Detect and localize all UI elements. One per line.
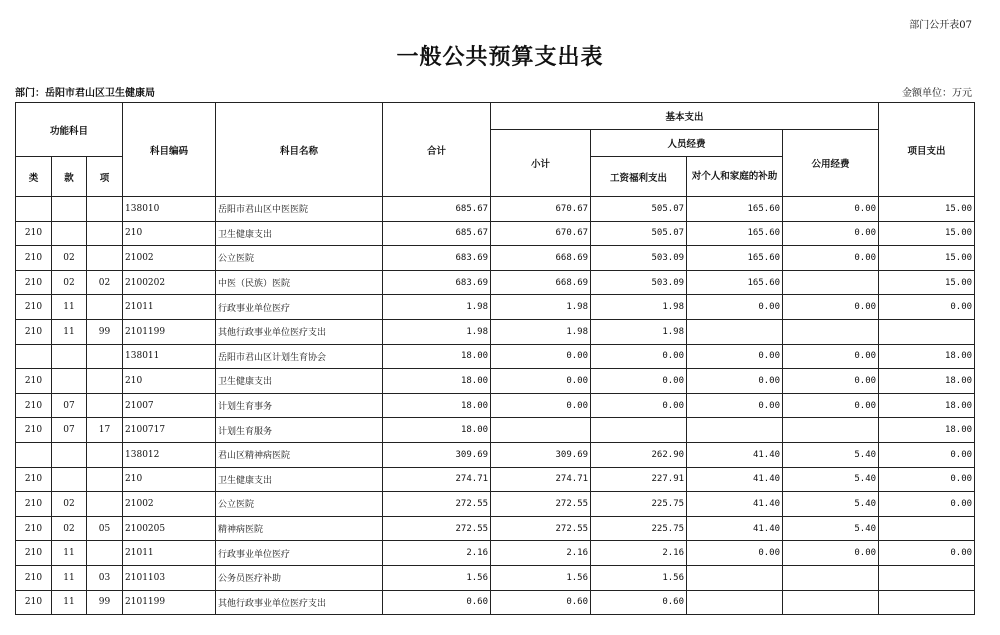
- individual-subsidy-cell: 41.40: [687, 442, 783, 467]
- project-expenditure-cell: 15.00: [879, 246, 975, 271]
- salary-cell: 1.56: [591, 565, 687, 590]
- individual-subsidy-cell: 165.60: [687, 270, 783, 295]
- subject-name-cell: 其他行政事业单位医疗支出: [216, 319, 383, 344]
- table-row: [16, 590, 975, 615]
- public-expense-cell: [783, 565, 879, 590]
- kuan-cell: 11: [52, 319, 87, 344]
- kuan-cell: 11: [52, 565, 87, 590]
- salary-cell: 225.75: [591, 516, 687, 541]
- table-row: [16, 344, 975, 369]
- xiang-cell: [87, 442, 123, 467]
- subject-code-cell: 2100205: [123, 516, 216, 541]
- kuan-cell: 02: [52, 492, 87, 517]
- subtotal-cell: 2.16: [491, 541, 591, 566]
- individual-subsidy-cell: [687, 319, 783, 344]
- project-expenditure-cell: 15.00: [879, 270, 975, 295]
- project-expenditure-cell: [879, 590, 975, 615]
- individual-subsidy-cell: 41.40: [687, 516, 783, 541]
- project-expenditure-cell: 0.00: [879, 442, 975, 467]
- lei-cell: 210: [16, 565, 52, 590]
- kuan-cell: 02: [52, 246, 87, 271]
- lei-cell: 210: [16, 270, 52, 295]
- xiang-cell: [87, 295, 123, 320]
- amount-unit-label: 金额单位：万元: [902, 88, 972, 99]
- public-expense-cell: 0.00: [783, 295, 879, 320]
- individual-subsidy-cell: 0.00: [687, 369, 783, 394]
- salary-cell: 503.09: [591, 270, 687, 295]
- individual-subsidy-cell: 41.40: [687, 492, 783, 517]
- subtotal-cell: 0.60: [491, 590, 591, 615]
- total-cell: 18.00: [383, 369, 491, 394]
- subtotal-cell: 272.55: [491, 516, 591, 541]
- kuan-cell: 07: [52, 418, 87, 443]
- subtotal-cell: 274.71: [491, 467, 591, 492]
- individual-subsidy-cell: [687, 590, 783, 615]
- subject-name-cell: 公务员医疗补助: [216, 565, 383, 590]
- individual-subsidy-cell: 41.40: [687, 467, 783, 492]
- lei-cell: 210: [16, 516, 52, 541]
- total-cell: 18.00: [383, 418, 491, 443]
- salary-cell: 505.07: [591, 197, 687, 222]
- xiang-cell: 03: [87, 565, 123, 590]
- table-body: [16, 197, 975, 615]
- kuan-cell: [52, 197, 87, 222]
- table-row: [16, 541, 975, 566]
- lei-cell: 210: [16, 492, 52, 517]
- subject-name-cell: 岳阳市君山区计划生育协会: [216, 344, 383, 369]
- table-row: [16, 197, 975, 222]
- xiang-cell: [87, 541, 123, 566]
- subject-name-cell: 计划生育事务: [216, 393, 383, 418]
- subject-code-cell: 210: [123, 467, 216, 492]
- project-expenditure-header: 项目支出: [879, 103, 975, 197]
- subject-name-cell: 行政事业单位医疗: [216, 541, 383, 566]
- individual-subsidy-cell: [687, 418, 783, 443]
- form-number: 部门公开表07: [909, 20, 972, 31]
- budget-expenditure-table: [15, 102, 975, 615]
- subtotal-cell: 668.69: [491, 270, 591, 295]
- project-expenditure-cell: [879, 565, 975, 590]
- subject-name-cell: 公立医院: [216, 246, 383, 271]
- subject-code-cell: 2100717: [123, 418, 216, 443]
- xiang-cell: [87, 221, 123, 246]
- salary-cell: 1.98: [591, 319, 687, 344]
- kuan-cell: [52, 442, 87, 467]
- subtotal-cell: 0.00: [491, 393, 591, 418]
- individual-subsidy-cell: 165.60: [687, 197, 783, 222]
- subtotal-cell: 668.69: [491, 246, 591, 271]
- table-row: [16, 393, 975, 418]
- salary-header: 工资福利支出: [591, 157, 687, 197]
- code-header: 科目编码: [123, 103, 216, 197]
- lei-header: 类: [16, 157, 52, 197]
- salary-cell: 0.00: [591, 393, 687, 418]
- public-expense-cell: 5.40: [783, 442, 879, 467]
- xiang-cell: [87, 467, 123, 492]
- project-expenditure-cell: 18.00: [879, 369, 975, 394]
- salary-cell: 503.09: [591, 246, 687, 271]
- subject-code-cell: 2101103: [123, 565, 216, 590]
- total-cell: 685.67: [383, 221, 491, 246]
- subject-name-cell: 卫生健康支出: [216, 221, 383, 246]
- total-cell: 309.69: [383, 442, 491, 467]
- lei-cell: 210: [16, 590, 52, 615]
- subtotal-cell: 1.98: [491, 319, 591, 344]
- subject-name-cell: 中医（民族）医院: [216, 270, 383, 295]
- table-row: [16, 270, 975, 295]
- subject-code-cell: 2101199: [123, 590, 216, 615]
- kuan-header: 款: [52, 157, 87, 197]
- total-cell: 18.00: [383, 344, 491, 369]
- subtotal-cell: 670.67: [491, 221, 591, 246]
- public-expense-cell: 5.40: [783, 492, 879, 517]
- lei-cell: 210: [16, 319, 52, 344]
- total-cell: 683.69: [383, 246, 491, 271]
- subject-name-cell: 岳阳市君山区中医医院: [216, 197, 383, 222]
- lei-cell: 210: [16, 295, 52, 320]
- xiang-cell: [87, 246, 123, 271]
- public-expense-cell: 0.00: [783, 221, 879, 246]
- salary-cell: 2.16: [591, 541, 687, 566]
- kuan-cell: 11: [52, 590, 87, 615]
- total-cell: 272.55: [383, 516, 491, 541]
- total-cell: 2.16: [383, 541, 491, 566]
- xiang-cell: 05: [87, 516, 123, 541]
- total-cell: 272.55: [383, 492, 491, 517]
- department-label: 部门：岳阳市君山区卫生健康局: [15, 88, 155, 99]
- subject-code-cell: 2100202: [123, 270, 216, 295]
- salary-cell: 0.00: [591, 369, 687, 394]
- total-cell: 274.71: [383, 467, 491, 492]
- public-expense-cell: [783, 319, 879, 344]
- func-subject-header: 功能科目: [16, 103, 123, 157]
- page-title: 一般公共预算支出表: [396, 45, 604, 70]
- total-cell: 1.56: [383, 565, 491, 590]
- public-expense-cell: 0.00: [783, 344, 879, 369]
- lei-cell: 210: [16, 246, 52, 271]
- lei-cell: 210: [16, 541, 52, 566]
- table-row: [16, 516, 975, 541]
- lei-cell: 210: [16, 393, 52, 418]
- kuan-cell: 11: [52, 295, 87, 320]
- kuan-cell: 07: [52, 393, 87, 418]
- lei-cell: [16, 197, 52, 222]
- subject-code-cell: 21011: [123, 295, 216, 320]
- public-expense-cell: 0.00: [783, 246, 879, 271]
- individual-subsidy-cell: 165.60: [687, 221, 783, 246]
- public-expense-cell: 5.40: [783, 516, 879, 541]
- total-cell: 1.98: [383, 295, 491, 320]
- public-expense-cell: 0.00: [783, 369, 879, 394]
- subject-code-cell: 21011: [123, 541, 216, 566]
- kuan-cell: 02: [52, 270, 87, 295]
- subject-name-cell: 卫生健康支出: [216, 467, 383, 492]
- table-row: [16, 221, 975, 246]
- xiang-cell: [87, 393, 123, 418]
- table-row: [16, 319, 975, 344]
- subtotal-cell: 309.69: [491, 442, 591, 467]
- subtotal-cell: 670.67: [491, 197, 591, 222]
- table-row: [16, 418, 975, 443]
- project-expenditure-cell: 18.00: [879, 344, 975, 369]
- project-expenditure-cell: 0.00: [879, 541, 975, 566]
- lei-cell: 210: [16, 467, 52, 492]
- individual-subsidy-cell: 0.00: [687, 295, 783, 320]
- subject-code-cell: 21007: [123, 393, 216, 418]
- lei-cell: 210: [16, 369, 52, 394]
- subtotal-header: 小计: [491, 130, 591, 197]
- total-cell: 0.60: [383, 590, 491, 615]
- total-cell: 683.69: [383, 270, 491, 295]
- project-expenditure-cell: 15.00: [879, 197, 975, 222]
- subtotal-cell: 0.00: [491, 369, 591, 394]
- subject-code-cell: 138011: [123, 344, 216, 369]
- salary-cell: 1.98: [591, 295, 687, 320]
- project-expenditure-cell: 0.00: [879, 492, 975, 517]
- xiang-cell: [87, 369, 123, 394]
- kuan-cell: [52, 369, 87, 394]
- xiang-cell: 99: [87, 319, 123, 344]
- public-expense-cell: 0.00: [783, 541, 879, 566]
- table-row: [16, 492, 975, 517]
- lei-cell: [16, 442, 52, 467]
- project-expenditure-cell: 15.00: [879, 221, 975, 246]
- total-cell: 685.67: [383, 197, 491, 222]
- individual-subsidy-cell: 165.60: [687, 246, 783, 271]
- total-header: 合计: [383, 103, 491, 197]
- subject-name-cell: 计划生育服务: [216, 418, 383, 443]
- project-expenditure-cell: 18.00: [879, 393, 975, 418]
- subtotal-cell: [491, 418, 591, 443]
- subtotal-cell: 1.56: [491, 565, 591, 590]
- kuan-cell: [52, 221, 87, 246]
- subject-code-cell: 138012: [123, 442, 216, 467]
- total-cell: 18.00: [383, 393, 491, 418]
- kuan-cell: [52, 344, 87, 369]
- lei-cell: 210: [16, 418, 52, 443]
- subject-code-cell: 210: [123, 221, 216, 246]
- public-expense-cell: [783, 418, 879, 443]
- table-row: [16, 295, 975, 320]
- xiang-cell: 02: [87, 270, 123, 295]
- kuan-cell: [52, 467, 87, 492]
- salary-cell: 225.75: [591, 492, 687, 517]
- xiang-cell: [87, 197, 123, 222]
- salary-cell: [591, 418, 687, 443]
- public-expense-cell: [783, 590, 879, 615]
- xiang-cell: 17: [87, 418, 123, 443]
- subject-code-cell: 21002: [123, 246, 216, 271]
- name-header: 科目名称: [216, 103, 383, 197]
- public-expense-header: 公用经费: [783, 130, 879, 197]
- salary-cell: 505.07: [591, 221, 687, 246]
- individual-subsidy-cell: [687, 565, 783, 590]
- salary-cell: 227.91: [591, 467, 687, 492]
- project-expenditure-cell: [879, 516, 975, 541]
- subject-code-cell: 21002: [123, 492, 216, 517]
- subject-name-cell: 公立医院: [216, 492, 383, 517]
- public-expense-cell: 0.00: [783, 197, 879, 222]
- table-row: [16, 246, 975, 271]
- individual-subsidy-cell: 0.00: [687, 344, 783, 369]
- project-expenditure-cell: 18.00: [879, 418, 975, 443]
- lei-cell: [16, 344, 52, 369]
- salary-cell: 0.60: [591, 590, 687, 615]
- subtotal-cell: 272.55: [491, 492, 591, 517]
- table-row: [16, 565, 975, 590]
- salary-cell: 0.00: [591, 344, 687, 369]
- public-expense-cell: 5.40: [783, 467, 879, 492]
- subtotal-cell: 0.00: [491, 344, 591, 369]
- public-expense-cell: [783, 270, 879, 295]
- subject-name-cell: 其他行政事业单位医疗支出: [216, 590, 383, 615]
- table-row: [16, 467, 975, 492]
- xiang-cell: 99: [87, 590, 123, 615]
- xiang-header: 项: [87, 157, 123, 197]
- individual-subsidy-cell: 0.00: [687, 393, 783, 418]
- subject-name-cell: 行政事业单位医疗: [216, 295, 383, 320]
- subject-name-cell: 精神病医院: [216, 516, 383, 541]
- subject-code-cell: 210: [123, 369, 216, 394]
- individual-subsidy-header: 对个人和家庭的补助: [687, 157, 783, 197]
- subject-code-cell: 138010: [123, 197, 216, 222]
- subject-name-cell: 君山区精神病医院: [216, 442, 383, 467]
- subtotal-cell: 1.98: [491, 295, 591, 320]
- project-expenditure-cell: [879, 319, 975, 344]
- personnel-header: 人员经费: [591, 130, 783, 157]
- total-cell: 1.98: [383, 319, 491, 344]
- kuan-cell: 02: [52, 516, 87, 541]
- project-expenditure-cell: 0.00: [879, 467, 975, 492]
- lei-cell: 210: [16, 221, 52, 246]
- xiang-cell: [87, 344, 123, 369]
- subject-code-cell: 2101199: [123, 319, 216, 344]
- table-row: [16, 442, 975, 467]
- salary-cell: 262.90: [591, 442, 687, 467]
- public-expense-cell: 0.00: [783, 393, 879, 418]
- project-expenditure-cell: 0.00: [879, 295, 975, 320]
- basic-expenditure-header: 基本支出: [491, 103, 879, 130]
- kuan-cell: 11: [52, 541, 87, 566]
- xiang-cell: [87, 492, 123, 517]
- individual-subsidy-cell: 0.00: [687, 541, 783, 566]
- subject-name-cell: 卫生健康支出: [216, 369, 383, 394]
- table-row: [16, 369, 975, 394]
